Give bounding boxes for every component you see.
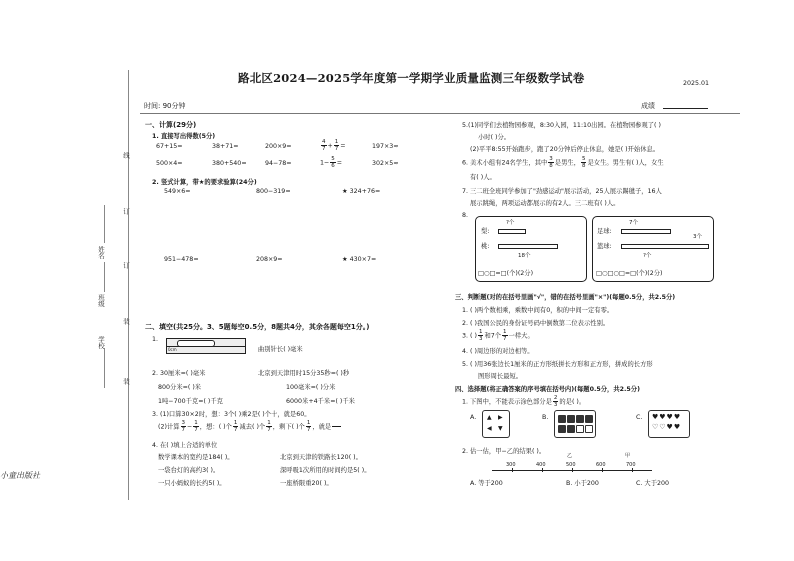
q8-left-bottom-label: 18个 bbox=[518, 253, 531, 259]
s2-q3-1: 3. (1)口算30×2时，想：3个( )乘2是( )个十，就是60。 bbox=[152, 411, 311, 418]
calc-1-1: 67+15= bbox=[156, 143, 183, 150]
heart-icon: ♥♥♥♥ bbox=[652, 413, 682, 421]
q8-right-row2: 篮球: bbox=[597, 243, 612, 250]
s2-q4-r3-a: 一只小蚂蚁的长约5( )。 bbox=[158, 480, 226, 487]
s4-q2: 2. 估一估，甲−乙的结果( )。 bbox=[462, 448, 546, 455]
class-field-blank[interactable] bbox=[104, 262, 105, 292]
vertical-calc-1: 549×6= bbox=[164, 188, 191, 195]
school-field-blank[interactable] bbox=[104, 348, 105, 388]
name-field-label: 姓名 bbox=[97, 246, 105, 259]
s2-q8-num: 8. bbox=[462, 212, 469, 219]
s1-p2-heading: 2. 竖式计算，带★的要求验算(24分) bbox=[152, 179, 257, 186]
q8-right-bar-basketball bbox=[621, 244, 709, 249]
s4-opt2-a: A. 等于200 bbox=[470, 480, 503, 487]
q8-right-row1: 足球: bbox=[597, 228, 612, 235]
calc-2-1: 500×4= bbox=[156, 160, 183, 167]
s4-opt-b: B. bbox=[542, 414, 549, 421]
vertical-calc-4: 951−478= bbox=[164, 256, 199, 263]
binding-mark-zhuang: 装 bbox=[122, 318, 130, 325]
s3-item-2: 2. ( )我国公民的身份证号码中倒数第二位表示性别。 bbox=[462, 320, 610, 327]
s1-p1-heading: 1. 直接写出得数(5分) bbox=[152, 133, 216, 140]
calc-2-3: 94−78= bbox=[265, 160, 292, 167]
q8-right-bar-football bbox=[621, 229, 671, 234]
ruler-image bbox=[166, 338, 246, 354]
heart-icon: ♡♡♥♥ bbox=[652, 423, 682, 431]
calc-2-2: 380+540= bbox=[212, 160, 247, 167]
exam-date: 2025.01 bbox=[683, 80, 710, 87]
s3-item-3: 3. ( ) $\frac{1}{3}$ 和7个 $\frac{1}{7}$ 一样大。 bbox=[462, 329, 534, 342]
calc-1-5: 197×3≈ bbox=[372, 143, 399, 150]
ruler-label: 0cm bbox=[168, 347, 177, 352]
score-label: 成绩 bbox=[641, 102, 655, 110]
q8-right-q-label: ?个 bbox=[643, 253, 652, 259]
nl-marker-jia: 甲 bbox=[625, 453, 631, 459]
nl-label-500: 500 bbox=[566, 462, 576, 468]
vertical-calc-6: ★ 430×7= bbox=[342, 256, 377, 263]
nl-marker-yi: 乙 bbox=[567, 453, 573, 459]
s2-q5-a: 5.(1)同学们去植物园参观，8:30入园，11:10出园。在植物园参观了( ) bbox=[462, 122, 661, 129]
s3-item-4: 4. ( )周边形的对边相等。 bbox=[462, 348, 534, 355]
s3-item-5: 5. ( )用36张边长1厘米的正方形纸拼长方形和正方形，拼成的长方形 bbox=[462, 361, 653, 368]
s4-heading: 四、选择题(将正确答案的序号填在括号内)(每题0.5分，共2.5分) bbox=[455, 386, 640, 393]
s2-heading: 二、填空(共25分。3、5题每空0.5分，8题共4分，其余各题每空1分。) bbox=[145, 323, 370, 331]
class-field-label: 班级 bbox=[97, 294, 105, 307]
calc-1-2: 38+71= bbox=[212, 143, 239, 150]
header-divider bbox=[140, 113, 740, 114]
option-b-figure bbox=[554, 410, 596, 438]
s2-q4-r1-b: 北京到天津的铁路长120( )。 bbox=[280, 454, 362, 461]
option-a-figure bbox=[482, 410, 510, 438]
triangle-icon: ▶ bbox=[498, 414, 503, 421]
binding-line bbox=[128, 70, 129, 500]
school-field-label: 学校 bbox=[97, 336, 105, 349]
q8-left-bar-peach bbox=[498, 244, 558, 249]
nl-label-600: 600 bbox=[596, 462, 606, 468]
s4-q1: 1. 下图中，不能表示涂色部分是 $\frac{2}{3}$ 的是( )。 bbox=[462, 395, 586, 408]
nl-label-300: 300 bbox=[506, 462, 516, 468]
s2-q2-r1-b: 北京到天津用时15分35秒=( )秒 bbox=[258, 370, 350, 377]
option-c-figure bbox=[648, 410, 690, 438]
s2-q4-r2-a: 一袋台灯的高约3( )。 bbox=[158, 467, 220, 474]
page-title: 路北区2024—2025学年度第一学期学业质量监测三年级数学试卷 bbox=[238, 71, 585, 85]
calc-2-4: 1− $\frac{5}{6}$ = bbox=[320, 156, 343, 169]
s2-q3-2: (2)计算 $\frac{3}{7}$ − $\frac{1}{7}$ ，想：( )个 $\frac{1}{7}$ 减去( )个 $\frac{1}{7}$ ，剩下( )个 $\frac{1}{7}$ ，就是 bbox=[158, 420, 342, 433]
binding-mark-ding: 订 bbox=[122, 208, 130, 215]
triangle-icon: ◀ bbox=[487, 425, 492, 432]
q8-right-side-label: 3个 bbox=[693, 234, 702, 240]
triangle-icon: ▲ bbox=[487, 414, 492, 421]
s2-q1-text: 曲别针长( )毫米 bbox=[258, 346, 303, 353]
s4-opt2-c: C. 大于200 bbox=[636, 480, 670, 487]
s2-q7-a: 7. 三二班全班同学参加了"劲感运动"展示活动，25人展示踢毽子，16人 bbox=[462, 188, 662, 195]
s4-opt2-b: B. 小于200 bbox=[566, 480, 599, 487]
s3-heading: 三、判断题(对的在括号里画"√"，错的在括号里画"×")(每题0.5分，共2.5分) bbox=[455, 294, 676, 301]
calc-1-3: 200×9= bbox=[265, 143, 292, 150]
s2-q2-r3-b: 6000米+4千米=( )千米 bbox=[286, 398, 355, 405]
s2-q1-num: 1. bbox=[152, 336, 159, 343]
s4-opt-c: C. bbox=[636, 414, 643, 421]
binding-mark-ding2: 订 bbox=[122, 262, 130, 269]
s2-q2-r1-a: 2. 30厘米=( )毫米 bbox=[152, 370, 206, 377]
vertical-calc-3: ★ 324+76= bbox=[342, 188, 381, 195]
q8-right-equation: □○□○□=□(个)(2分) bbox=[596, 270, 663, 277]
vertical-calc-5: 208×9= bbox=[256, 256, 283, 263]
s2-q4-heading: 4. 在( )填上合适的单位 bbox=[152, 442, 218, 449]
s4-opt-a: A. bbox=[470, 414, 477, 421]
nl-label-400: 400 bbox=[536, 462, 546, 468]
publisher-stamp: 小童出版社 bbox=[0, 471, 40, 480]
s1-heading: 一、计算(29分) bbox=[145, 121, 197, 129]
q8-left-bar-pear bbox=[498, 229, 526, 234]
s2-q6-b: 有( )人。 bbox=[470, 174, 496, 181]
q8-left-row1: 梨: bbox=[481, 228, 490, 235]
s2-q5-b: 小时( )分。 bbox=[478, 134, 511, 141]
score-blank[interactable] bbox=[663, 108, 708, 109]
s2-q2-r3-a: 1吨−700千克=( )千克 bbox=[158, 398, 223, 405]
s2-q2-r2-b: 100毫米=( )分米 bbox=[286, 384, 336, 391]
s2-q4-r1-a: 数学课本的宽约是184( )。 bbox=[158, 454, 234, 461]
name-field-blank[interactable] bbox=[104, 205, 105, 243]
s2-q2-r2-a: 800分米=( )米 bbox=[158, 384, 202, 391]
binding-mark-xian: 线 bbox=[122, 152, 130, 159]
calc-2-5: 302×5≈ bbox=[372, 160, 399, 167]
binding-mark-zhuang2: 装 bbox=[122, 378, 130, 385]
q8-right-top-label: 7个 bbox=[629, 220, 638, 226]
s2-q6-a: 6. 美术小组有24名学生，其中 $\frac{3}{8}$ 是男生， $\frac{5}{8}$ 是女生。男生有( )人，女生 bbox=[462, 156, 664, 169]
nl-label-700: 700 bbox=[626, 462, 636, 468]
vertical-calc-2: 800−319= bbox=[256, 188, 291, 195]
calc-1-4: $\frac{4}{7}$ + $\frac{1}{7}$ = bbox=[322, 139, 346, 152]
triangle-icon: ▼ bbox=[498, 425, 503, 432]
s3-item-1: 1. ( )两个数相乘，乘数中间有0，积的中间一定有零。 bbox=[462, 307, 614, 314]
time-label: 时间: 90分钟 bbox=[144, 102, 186, 110]
q8-left-equation: □○□=□(个)(2分) bbox=[478, 270, 534, 277]
s2-q4-r3-b: 一座桥限重20( )。 bbox=[280, 480, 333, 487]
q8-left-top-label: ?个 bbox=[506, 220, 515, 226]
q8-left-row2: 桃: bbox=[481, 243, 490, 250]
s2-q4-r2-b: 深呼吸1次所用的时间约是5( )。 bbox=[280, 467, 371, 474]
s2-q5-c: (2)平平8:55开始跑步，跑了20分钟后停止休息，她是( )开始休息。 bbox=[470, 146, 660, 153]
s2-q7-b: 展示跳绳，两项运动都展示的有2人。三二班有( )人。 bbox=[470, 200, 620, 207]
s3-item-5b: 图形周长最短。 bbox=[478, 373, 523, 380]
